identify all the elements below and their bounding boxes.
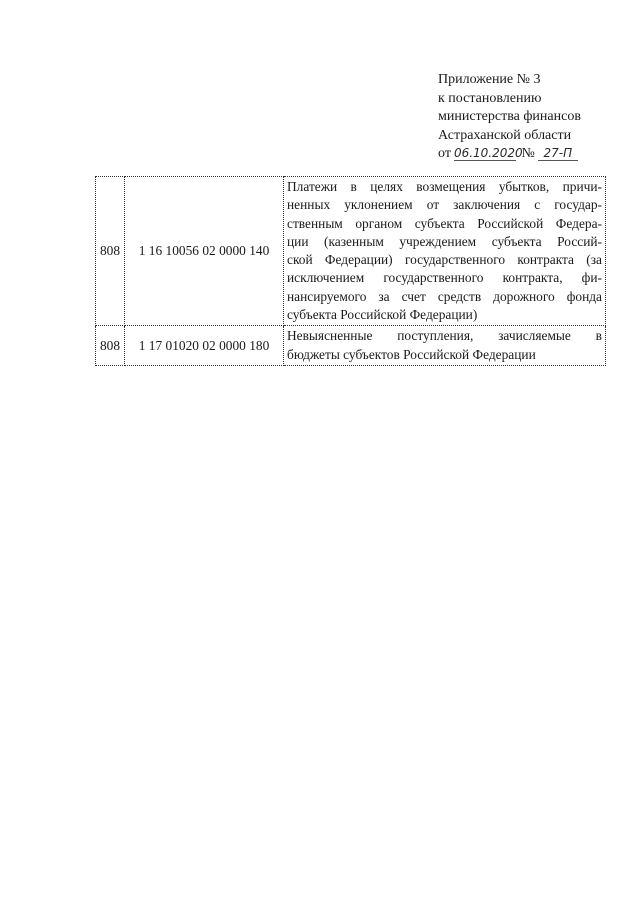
- income-name-line: ции (казенным учреждением субъекта Россий-: [287, 233, 602, 249]
- income-name-line: ненных уклонением от заключения с государ-: [287, 197, 602, 213]
- income-name-line: Невыясненные поступления, зачисляемые в: [287, 328, 602, 344]
- ministry-line: министерства финансов: [438, 109, 581, 124]
- number-sign: №: [521, 146, 535, 161]
- budget-code-cell: 1 17 01020 02 0000 180: [125, 326, 284, 366]
- income-name-line: бюджеты субъектов Российской Федерации: [287, 346, 536, 362]
- table-row: [96, 326, 606, 366]
- income-name-line: Платежи в целях возмещения убытков, причи-: [287, 179, 602, 194]
- income-name-line: субъекта Российской Федерации): [287, 307, 478, 323]
- income-name-line: нансируемого за счет средств дорожного фонда: [287, 288, 602, 304]
- appendix-header: [438, 71, 628, 164]
- table-row: [96, 177, 606, 326]
- appendix-title: Приложение № 3: [438, 72, 541, 87]
- handwritten-number: 27-П: [538, 146, 578, 161]
- income-name-line: ственным органом субъекта Российской Федера-: [287, 215, 602, 231]
- region-line: Астраханской области: [438, 127, 572, 143]
- date-prefix: от: [438, 146, 451, 161]
- income-name-line: исключением государственного контракта, фи-: [287, 270, 602, 286]
- income-name-cell: [284, 326, 606, 366]
- income-name-cell: [284, 177, 606, 326]
- admin-code-cell: 808: [96, 326, 125, 366]
- income-name-line: ской Федерации) государственного контракта (за: [287, 252, 602, 268]
- date-number-line: [438, 145, 628, 164]
- budget-codes-table: [95, 176, 606, 366]
- admin-code-cell: 808: [96, 177, 125, 326]
- appendix-ref-line: к постановлению: [438, 90, 542, 106]
- budget-code-cell: 1 16 10056 02 0000 140: [125, 177, 284, 326]
- handwritten-date: 06.10.2020: [453, 146, 523, 160]
